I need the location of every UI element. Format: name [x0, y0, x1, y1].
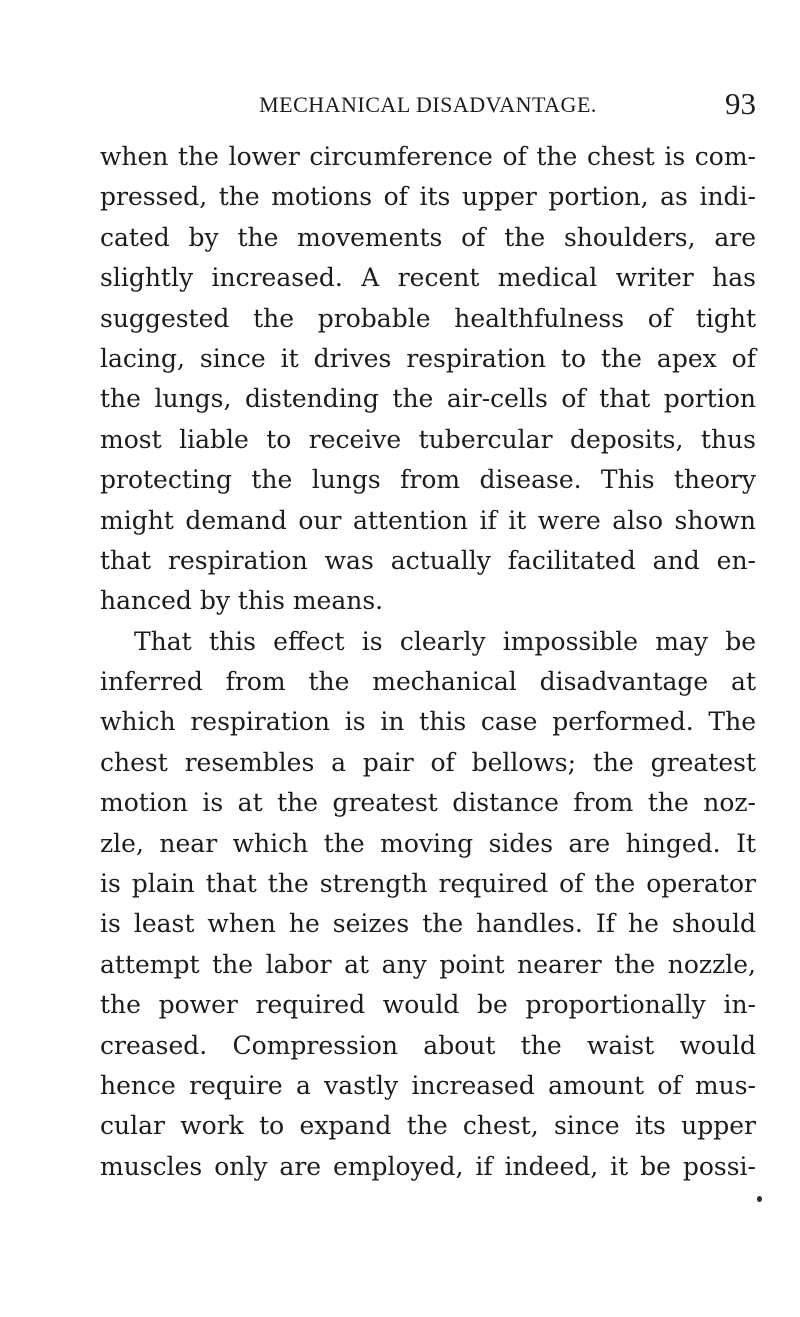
text-line: might demand our attention if it were also shown [100, 505, 756, 535]
text-line: muscles only are employed, if indeed, it be possi- [100, 1151, 756, 1181]
text-line: which respiration is in this case performed. The [100, 707, 756, 737]
text-line: pressed, the motions of its upper portion, as indi- [100, 182, 756, 212]
text-line: suggested the probable healthfulness of tight [100, 303, 756, 333]
text-line: cular work to expand the chest, since its upper [100, 1111, 756, 1141]
text-line: slightly increased. A recent medical writer has [100, 263, 756, 293]
ink-speck [757, 1196, 762, 1202]
running-head [100, 88, 756, 128]
text-line: the power required would be proportionally in- [100, 990, 756, 1020]
text-line: protecting the lungs from disease. This theory [100, 465, 756, 495]
text-line: is plain that the strength required of the operator [100, 869, 756, 899]
paragraph-start-line: That this effect is clearly impossible may be [134, 626, 756, 656]
body-text [100, 137, 756, 1187]
text-line: is least when he seizes the handles. If he should [100, 909, 756, 939]
text-line: most liable to receive tubercular deposits, thus [100, 424, 756, 454]
text-line: chest resembles a pair of bellows; the greatest [100, 747, 756, 777]
text-line: when the lower circumference of the chest is com- [100, 142, 756, 171]
text-line: cated by the movements of the shoulders, are [100, 222, 756, 252]
text-line: creased. Compression about the waist would [100, 1030, 756, 1060]
paragraph-end-line: hanced by this means. [100, 586, 384, 616]
text-line: attempt the labor at any point nearer the nozzle, [100, 949, 756, 979]
text-line: lacing, since it drives respiration to the apex of [100, 343, 756, 373]
page-number: 93 [725, 86, 756, 121]
text-line: motion is at the greatest distance from the noz- [100, 788, 756, 818]
running-title: MECHANICAL DISADVANTAGE. [259, 92, 597, 117]
text-line: that respiration was actually facilitated and en- [100, 545, 756, 575]
text-line: zle, near which the moving sides are hinged. It [100, 828, 756, 858]
text-line: hence require a vastly increased amount of mus- [100, 1070, 756, 1100]
text-line: inferred from the mechanical disadvantage at [100, 667, 756, 697]
text-line: the lungs, distending the air-cells of that portion [100, 384, 756, 414]
